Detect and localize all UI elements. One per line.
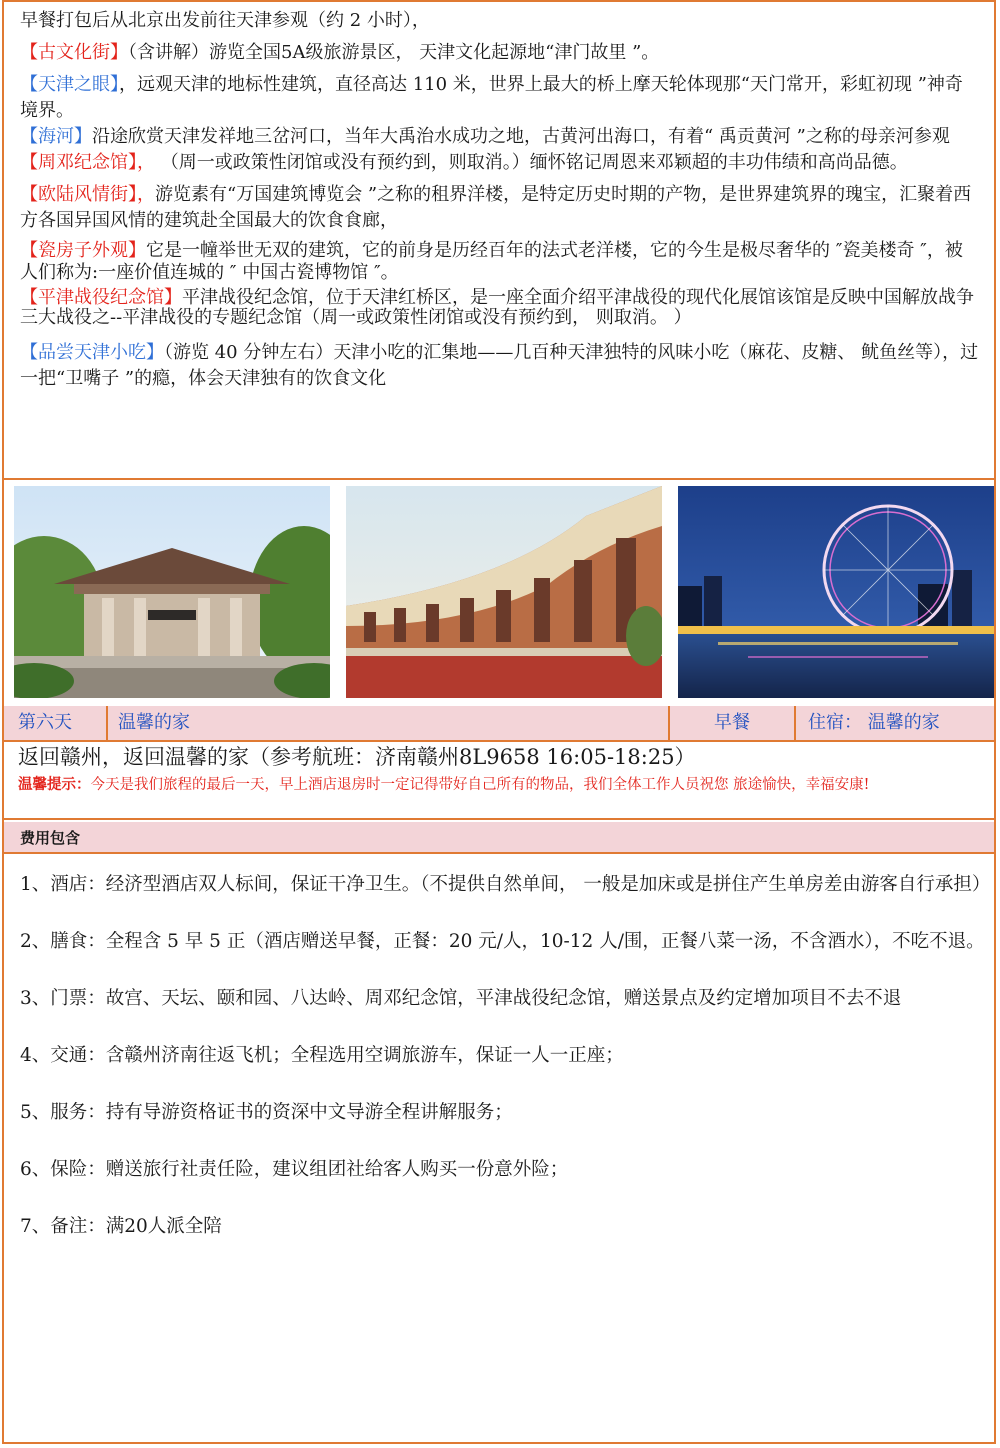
day-six-content (4, 742, 994, 820)
memorial-hall-photo (14, 486, 330, 698)
tip-text: 今天是我们旅程的最后一天，早上酒店退房时一定记得带好自己所有的物品，我们全体工作人员祝您 旅途愉快，幸福安康! (90, 777, 870, 793)
spot-name: 【天津之眼】 (20, 74, 119, 95)
warm-tip (18, 775, 984, 795)
fees-list (4, 856, 994, 1255)
spot-name: 【古文化街】 (20, 42, 128, 63)
day-title: 温馨的家 (118, 712, 190, 733)
tip-label: 温馨提示： (18, 776, 91, 793)
spot-text: 沿途欣赏天津发祥地三岔河口，当年大禹治水成功之地，古黄河出海口，有着“ 禹贡黄河 ”之称的母亲河参观 (92, 126, 950, 147)
fees-header: 费用包含 (4, 822, 994, 854)
day-meals: 早餐 (714, 712, 750, 733)
intro-line: 早餐打包后从北京出发前往天津参观（约 2 小时）， (20, 10, 430, 31)
divider (106, 706, 108, 740)
photo-strip (4, 478, 994, 708)
spot-name: 【瓷房子外观】 (20, 240, 146, 261)
fee-item-notes: 7、备注：满20人派全陪 (20, 1216, 222, 1237)
day-six-header (4, 706, 994, 742)
spot-name: 【海河】 (20, 126, 92, 147)
spot-name: 【欧陆风情街】， (20, 184, 155, 205)
fee-item-tickets: 3、门票：故宫、天坛、颐和园、八达岭、周邓纪念馆，平津战役纪念馆，赠送景点及约定增加项目不去不退 (20, 988, 902, 1009)
european-arcade-photo (346, 486, 662, 698)
spot-extra-name: 【周邓纪念馆】， (20, 152, 155, 173)
spot-name: 【平津战役纪念馆】 (20, 287, 182, 308)
fee-item-insurance: 6、保险：赠送旅行社责任险，建议组团社给客人购买一份意外险； (20, 1159, 569, 1180)
day-hotel: 住宿： 温馨的家 (808, 712, 940, 733)
spot-tianjin-eye (20, 72, 980, 124)
fee-item-transport: 4、交通：含赣州济南往返飞机；全程选用空调旅游车，保证一人一正座； (20, 1045, 624, 1066)
spot-text: 远观天津的地标性建筑，直径高达 110 米，世界上最大的桥上摩天轮体现那“天门常开，彩虹初现 ”神奇境界。 (20, 74, 963, 121)
fee-item-service: 5、服务：持有导游资格证书的资深中文导游全程讲解服务； (20, 1102, 513, 1123)
divider (668, 706, 670, 740)
return-title: 返回赣州，返回温馨的家（参考航班：济南赣州8L9658 16:05-18:25） (18, 745, 696, 769)
spot-extra-text: （周一或政策性闭馆或没有预约到，则取消。）缅怀铭记周恩来邓颖超的丰功伟绩和高尚品德。 (155, 152, 908, 173)
tianjin-eye-night-photo (678, 486, 994, 698)
spot-text: （含讲解）游览全国5A级旅游景区， 天津文化起源地“津门故里 ”。 (128, 42, 660, 63)
spot-text: （游览 40 分钟左右）天津小吃的汇集地——几百种天津独特的风味小吃（麻花、皮糖、 鱿鱼丝等），过一把“卫嘴子 ”的瘾，体会天津独有的饮食文化 (20, 342, 979, 389)
spot-european-street (20, 182, 980, 234)
spot-ancient-culture-street (20, 40, 980, 66)
spot-text: 它是一幢举世无双的建筑，它的前身是历经百年的法式老洋楼，它的今生是极尽奢华的 ″瓷美楼奇 ″，被人们称为:一座价值连城的 ″ 中国古瓷博物馆 ″。 (20, 240, 963, 283)
fee-item-meals: 2、膳食：全程含 5 早 5 正（酒店赠送早餐，正餐：20 元/人，10-12 人/围，正餐八菜一汤，不含酒水），不吃不退。 (20, 931, 985, 952)
itinerary-page (2, 0, 996, 1444)
day-five-itinerary (4, 2, 994, 478)
spot-haihe-river (20, 124, 980, 176)
spot-porcelain-house (20, 240, 980, 284)
divider (794, 706, 796, 740)
spot-pingjin-memorial (20, 288, 980, 328)
spot-suffix: ， (119, 74, 137, 95)
fee-item-hotel: 1、酒店：经济型酒店双人标间，保证干净卫生。（不提供自然单间， 一般是加床或是拼住产生单房差由游客自行承担） (20, 874, 991, 895)
spot-text: 游览素有“万国建筑博览会 ”之称的租界洋楼，是特定历史时期的产物，是世界建筑界的瑰宝，汇聚着西方各国异国风情的建筑赴全国最大的饮食食廊， (20, 184, 972, 231)
spot-tianjin-snacks (20, 340, 980, 392)
day-label: 第六天 (18, 712, 72, 733)
spot-name: 【品尝天津小吃】 (20, 342, 164, 363)
spot-text: 平津战役纪念馆，位于天津红桥区，是一座全面介绍平津战役的现代化展馆该馆是反映中国解放战争三大战役之--平津战役的专题纪念馆（周一或政策性闭馆或没有预约到， 则取消。 ） (20, 287, 974, 328)
